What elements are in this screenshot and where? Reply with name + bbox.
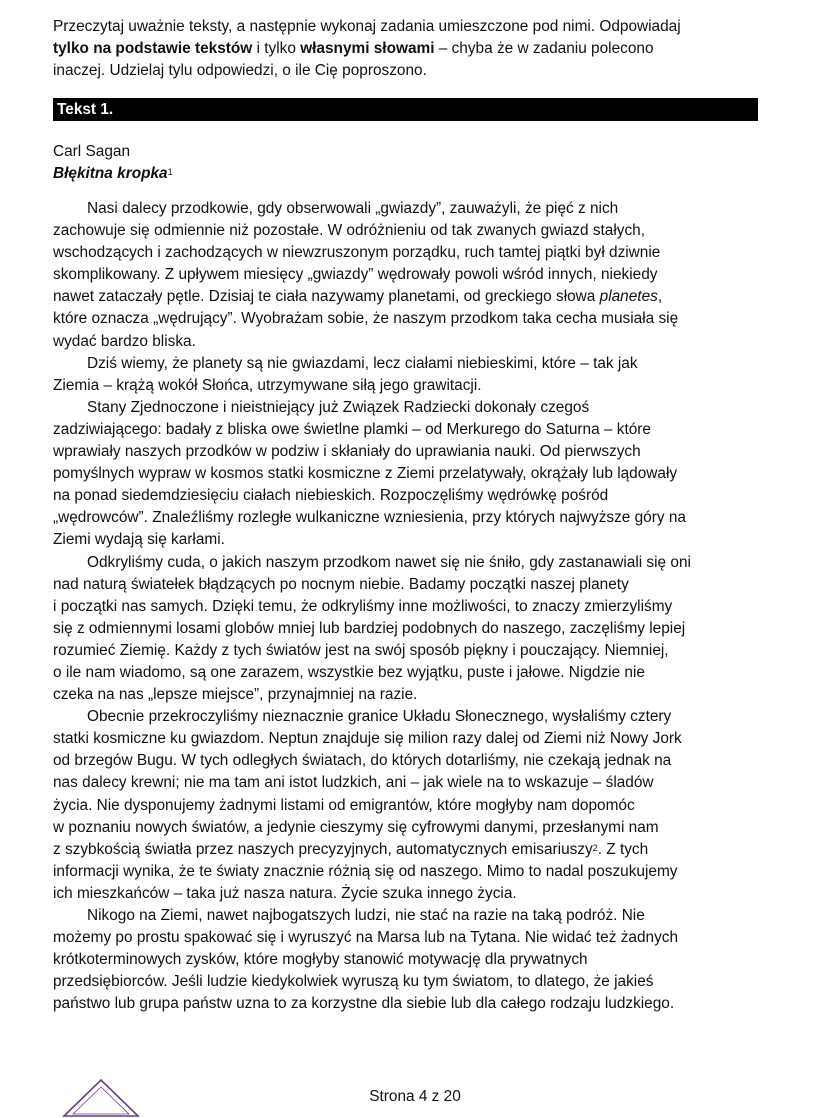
text-line: informacji wynika, że te światy znacznie różnią się od naszego. Mimo to nadal poszukujemy <box>53 862 678 880</box>
text-line: wschodzących i zachodzących w niewzruszonym porządku, ruch tamtej piątki był dziwnie <box>53 244 661 262</box>
text-span: z szybkością światła przez naszych precyzyjnych, automatycznych emisariuszy <box>53 840 593 858</box>
footnote-marker: 1 <box>167 167 173 177</box>
paragraph <box>53 353 758 397</box>
text-line: nas dalecy krewni; nie ma tam ani istot ludzkich, ani – jak wiele na to wskazuje – śladów <box>53 774 654 792</box>
text-line: statki kosmiczne ku gwiazdom. Neptun znajduje się milion razy dalej od Ziemi niż Nowy Jork <box>53 730 682 748</box>
text-line: od brzegów Bugu. W tych odległych światach, do których dotarliśmy, nie czekają jednak na <box>53 752 672 770</box>
text-line: zadziwiającego: badały z bliska owe świetlne plamki – od Merkurego do Saturna – które <box>53 420 651 438</box>
text-line: przedsiębiorców. Jeśli ludzie kiedykolwiek wyruszą ku tym światom, to dlatego, że jakieś <box>53 973 654 991</box>
paragraph <box>53 552 758 707</box>
text-line <box>53 286 758 308</box>
text-line: i początki nas samych. Dzięki temu, że odkryliśmy inne możliwości, to znaczy zmierzyliśmy <box>53 597 673 615</box>
text-line: Nikogo na Ziemi, nawet najbogatszych ludzi, nie stać na razie na taką podróż. Nie <box>87 907 645 924</box>
text-line: ich mieszkańców – taka już nasza natura. Życie szuka innego życia. <box>53 884 517 902</box>
instructions-line: Przeczytaj uważnie teksty, a następnie wykonaj zadania umieszczone pod nimi. Odpowiadaj <box>53 18 681 35</box>
text-line: które oznacza „wędrujący”. Wyobrażam sobie, że naszym przodkom taka cecha musiała się <box>53 310 679 328</box>
text-line: zachowuje się odmiennie niż pozostałe. W odróżnieniu od tak zwanych gwiazd stałych, <box>53 222 645 240</box>
instructions <box>53 16 758 82</box>
text-line <box>53 839 758 861</box>
instructions-bold: własnymi słowami <box>300 40 435 57</box>
text-line: możemy po prostu spakować się i wyruszyć na Marsa lub na Tytana. Nie widać też żadnych <box>53 929 679 947</box>
section-title: Tekst 1. <box>57 101 114 118</box>
instructions-line <box>53 38 758 60</box>
instructions-line: inaczej. Udzielaj tylu odpowiedzi, o ile Cię poproszono. <box>53 62 427 79</box>
text-line: krótkoterminowych zysków, które mogłyby stanowić motywację dla prywatnych <box>53 951 588 969</box>
text-line: czeka na nas „lepsze miejsce”, przynajmniej na razie. <box>53 686 418 704</box>
text-line: Odkryliśmy cuda, o jakich naszym przodkom nawet się nie śniło, gdy zastanawiali się oni <box>87 553 691 571</box>
paragraph <box>53 397 758 552</box>
text-span: , <box>657 288 663 306</box>
text-line: Ziemia – krążą wokół Słońca, utrzymywane siłą jego grawitacji. <box>53 376 482 394</box>
text-line: Ziemi wydają się karłami. <box>53 531 225 549</box>
text-line: skomplikowany. Z upływem miesięcy „gwiazdy” wędrowały powoli wśród innych, niekiedy <box>53 266 658 284</box>
instructions-text: i tylko <box>252 40 301 57</box>
text-title-label: Błękitna kropka <box>53 165 168 182</box>
text-line: „wędrowców”. Znaleźliśmy rozległe wulkaniczne wzniesienia, przy których najwyższe góry na <box>53 509 686 527</box>
text-line: Obecnie przekroczyliśmy nieznacznie granice Układu Słonecznego, wysłaliśmy cztery <box>87 708 672 726</box>
text-line: Stany Zjednoczone i nieistniejący już Związek Radziecki dokonały czegoś <box>87 398 590 416</box>
text-line: państwo lub grupa państw uzna to za korzystne dla siebie lub dla całego rodzaju ludzkiego. <box>53 995 675 1013</box>
page-number: Strona 4 z 20 <box>369 1088 461 1105</box>
section-header-bar <box>53 98 758 121</box>
text-line: Dziś wiemy, że planety są nie gwiazdami, lecz ciałami niebieskimi, które – tak jak <box>87 354 638 372</box>
paragraph <box>53 905 758 1015</box>
text-title <box>53 163 758 185</box>
text-span: . Z tych <box>597 840 649 858</box>
text-line: wprawiały naszych przodków w podziw i skłaniały do uprawiania nauki. Od pierwszych <box>53 443 641 461</box>
text-line: wydać bardzo bliska. <box>53 332 196 350</box>
text-line: nad naturą światełek błądzących po nocnym niebie. Badamy początki naszej planety <box>53 575 629 593</box>
text-line: rozumieć Ziemię. Każdy z tych światów jest na swój sposób piękny i pouczający. Niemniej, <box>53 641 669 659</box>
text-line: Nasi dalecy przodkowie, gdy obserwowali „gwiazdy”, zauważyli, że pięć z nich <box>87 200 619 217</box>
italic-term: planetes <box>599 288 658 306</box>
instructions-bold: tylko na podstawie tekstów <box>53 40 253 57</box>
text-line: pomyślnych wypraw w kosmos statki kosmiczne z Ziemi przelatywały, okrążały lub lądowały <box>53 465 678 483</box>
footnote-marker: 2 <box>592 842 598 853</box>
text-line: życia. Nie dysponujemy żadnymi listami od emigrantów, które mogłyby nam dopomóc <box>53 796 635 814</box>
author: Carl Sagan <box>53 143 130 160</box>
paragraph <box>53 198 758 353</box>
text-line: w poznaniu nowych światów, a jedynie cieszymy się cyfrowymi danymi, przesłanymi nam <box>53 818 659 836</box>
instructions-text: – chyba że w zadaniu polecono <box>434 40 654 57</box>
text-span: nawet zataczały pętle. Dzisiaj te ciała nazywamy planetami, od greckiego słowa <box>53 288 600 306</box>
text-line: się z odmiennymi losami globów mniej lub bardziej podobnych do naszego, zaczęliśmy lepiej <box>53 619 686 637</box>
paragraph <box>53 706 758 905</box>
document-page <box>53 16 758 1015</box>
text-line: o ile nam wiadomo, są one zarazem, wszystkie bez wyjątku, puste i jałowe. Nigdzie nie <box>53 663 645 681</box>
article-body <box>53 198 758 1015</box>
text-line: na ponad siedemdziesięciu ciałach niebieskich. Rozpoczęliśmy wędrówkę pośród <box>53 487 609 505</box>
